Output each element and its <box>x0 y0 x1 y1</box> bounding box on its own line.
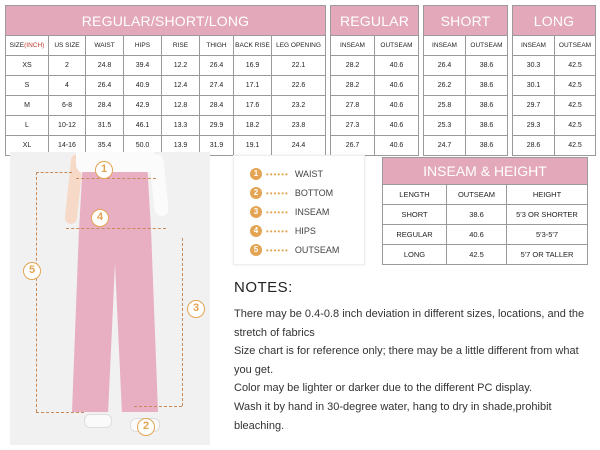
table-cell: 38.6 <box>447 205 507 225</box>
note-line: Wash it by hand in 30-degree water, hang to dry in shade,prohibit bleaching. <box>234 400 552 432</box>
legend-dots: •••••• <box>266 169 289 179</box>
table-cell: XL <box>6 136 49 156</box>
table-cell: 22.1 <box>272 56 326 76</box>
col-rise: RISE <box>162 36 200 56</box>
legend-dots: •••••• <box>266 245 289 255</box>
table-cell: 42.5 <box>555 116 596 136</box>
note-line: Size chart is for reference only; there may be a little different from what you get. <box>234 345 579 376</box>
marker-4: 4 <box>91 209 109 227</box>
legend-item-waist <box>250 166 323 182</box>
table-cell: 31.9 <box>200 136 234 156</box>
legend-label: BOTTOM <box>294 188 334 198</box>
table-row <box>6 116 596 136</box>
table-cell: 27.8 <box>331 96 375 116</box>
marker-1: 1 <box>95 161 113 179</box>
table-cell: 38.6 <box>466 116 508 136</box>
inseam-height-title: INSEAM & HEIGHT <box>383 158 588 185</box>
table-cell: 26.4 <box>424 56 466 76</box>
table-cell: 38.6 <box>466 96 508 116</box>
col-us-size: US SIZE <box>49 36 86 56</box>
legend-label: HIPS <box>294 226 316 236</box>
table-cell: 24.7 <box>424 136 466 156</box>
table-cell: 5'3 OR SHORTER <box>507 205 588 225</box>
bottom-measure-line <box>134 406 182 407</box>
legend-number: 5 <box>250 244 262 256</box>
table-row <box>383 245 588 265</box>
pants-image <box>72 172 158 412</box>
col-regular-outseam: OUTSEAM <box>375 36 419 56</box>
table-cell: REGULAR <box>383 225 447 245</box>
notes-title: NOTES: <box>234 279 293 296</box>
table-cell: 29.3 <box>513 116 555 136</box>
col-long-outseam: OUTSEAM <box>555 36 596 56</box>
table-cell: 12.8 <box>162 96 200 116</box>
table-cell: 42.5 <box>555 76 596 96</box>
table-cell: 27.3 <box>331 116 375 136</box>
table-cell: 26.2 <box>424 76 466 96</box>
table-cell: 50.0 <box>124 136 162 156</box>
table-cell: 28.2 <box>331 76 375 96</box>
col-short-outseam: OUTSEAM <box>466 36 508 56</box>
table-cell: 26.7 <box>331 136 375 156</box>
legend-item-outseam <box>250 242 339 258</box>
legend-number: 1 <box>250 168 262 180</box>
table-cell: 17.1 <box>234 76 272 96</box>
table-cell: S <box>6 76 49 96</box>
table-cell: 13.3 <box>162 116 200 136</box>
table-cell: 28.4 <box>86 96 124 116</box>
col-height: HEIGHT <box>507 185 588 205</box>
table-cell: 30.1 <box>513 76 555 96</box>
size-chart-rows <box>6 56 596 156</box>
table-row <box>383 225 588 245</box>
col-back-rise: BACK RISE <box>234 36 272 56</box>
table-cell: 12.2 <box>162 56 200 76</box>
waist-measure-line <box>76 178 156 179</box>
table-cell: 26.4 <box>200 56 234 76</box>
outseam-measure-line <box>36 172 37 412</box>
table-cell: 39.4 <box>124 56 162 76</box>
table-cell: 14-16 <box>49 136 86 156</box>
table-cell: 38.6 <box>466 76 508 96</box>
legend-dots: •••••• <box>266 207 289 217</box>
col-thigh: THIGH <box>200 36 234 56</box>
table-cell: 40.6 <box>375 96 419 116</box>
table-cell: 5'3-5'7 <box>507 225 588 245</box>
table-cell: 26.4 <box>86 76 124 96</box>
inseam-measure-line <box>182 238 183 406</box>
table-cell: 40.6 <box>375 56 419 76</box>
table-cell: L <box>6 116 49 136</box>
col-size: SIZE(INCH) <box>6 36 49 56</box>
col-short-inseam: INSEAM <box>424 36 466 56</box>
size-chart-table <box>5 5 596 156</box>
marker-5: 5 <box>23 262 41 280</box>
table-cell: 28.6 <box>513 136 555 156</box>
table-cell: 40.6 <box>375 76 419 96</box>
legend-label: WAIST <box>294 169 323 179</box>
col-leg-opening: LEG OPENING <box>272 36 326 56</box>
legend-dots: •••••• <box>266 188 289 198</box>
legend-item-bottom <box>250 185 333 201</box>
note-line: There may be 0.4-0.8 inch deviation in different sizes, locations, and the stretch of fabrics <box>234 308 585 339</box>
table-cell: 23.8 <box>272 116 326 136</box>
legend-item-inseam <box>250 204 329 220</box>
legend-dots: •••••• <box>266 226 289 236</box>
legend-item-hips <box>250 223 316 239</box>
table-cell: 10-12 <box>49 116 86 136</box>
table-cell: 13.9 <box>162 136 200 156</box>
table-cell: 42.9 <box>124 96 162 116</box>
table-cell: 35.4 <box>86 136 124 156</box>
measurement-legend <box>233 155 365 265</box>
table-cell: 40.6 <box>447 225 507 245</box>
table-cell: 38.6 <box>466 56 508 76</box>
legend-label: INSEAM <box>294 207 330 217</box>
table-cell: 27.4 <box>200 76 234 96</box>
table-cell: 24.8 <box>86 56 124 76</box>
marker-3: 3 <box>187 300 205 318</box>
table-cell: 29.7 <box>513 96 555 116</box>
inseam-height-rows <box>383 205 588 265</box>
legend-number: 4 <box>250 225 262 237</box>
model-photo <box>10 152 210 445</box>
table-cell: M <box>6 96 49 116</box>
table-row <box>383 205 588 225</box>
table-cell: 40.6 <box>375 116 419 136</box>
table-cell: 25.3 <box>424 116 466 136</box>
table-cell: SHORT <box>383 205 447 225</box>
col-long-inseam: INSEAM <box>513 36 555 56</box>
model-top <box>76 152 154 174</box>
table-cell: 24.4 <box>272 136 326 156</box>
table-row <box>6 76 596 96</box>
table-cell: 38.6 <box>466 136 508 156</box>
header-regular-short-long: REGULAR/SHORT/LONG <box>6 6 326 36</box>
table-cell: 30.3 <box>513 56 555 76</box>
legend-number: 3 <box>250 206 262 218</box>
col-regular-inseam: INSEAM <box>331 36 375 56</box>
table-cell: 12.4 <box>162 76 200 96</box>
table-cell: 19.1 <box>234 136 272 156</box>
outseam-measure-line <box>36 412 84 413</box>
table-cell: 22.6 <box>272 76 326 96</box>
table-cell: LONG <box>383 245 447 265</box>
marker-2: 2 <box>137 418 155 436</box>
inseam-height-table <box>382 157 588 265</box>
legend-label: OUTSEAM <box>294 245 340 255</box>
model-shoe <box>84 414 112 428</box>
table-cell: 6-8 <box>49 96 86 116</box>
table-row <box>6 56 596 76</box>
table-cell: 42.5 <box>555 136 596 156</box>
table-cell: 18.2 <box>234 116 272 136</box>
col-hips: HIPS <box>124 36 162 56</box>
table-cell: 23.2 <box>272 96 326 116</box>
table-cell: 42.5 <box>555 96 596 116</box>
table-cell: 28.4 <box>200 96 234 116</box>
table-cell: 40.9 <box>124 76 162 96</box>
table-cell: 4 <box>49 76 86 96</box>
header-short: SHORT <box>424 6 508 36</box>
col-length: LENGTH <box>383 185 447 205</box>
table-cell: 25.8 <box>424 96 466 116</box>
table-cell: 2 <box>49 56 86 76</box>
col-outseam: OUTSEAM <box>447 185 507 205</box>
hips-measure-line <box>66 228 166 229</box>
table-row <box>6 96 596 116</box>
table-cell: 5'7 OR TALLER <box>507 245 588 265</box>
header-regular: REGULAR <box>331 6 419 36</box>
header-long: LONG <box>513 6 596 36</box>
table-cell: 16.9 <box>234 56 272 76</box>
legend-number: 2 <box>250 187 262 199</box>
table-cell: 46.1 <box>124 116 162 136</box>
table-cell: 31.5 <box>86 116 124 136</box>
table-cell: 28.2 <box>331 56 375 76</box>
table-cell: 42.5 <box>555 56 596 76</box>
size-unit: (INCH) <box>24 42 45 49</box>
table-cell: 42.5 <box>447 245 507 265</box>
note-line: Color may be lighter or darker due to the different PC display. <box>234 382 532 395</box>
table-cell: 29.9 <box>200 116 234 136</box>
table-cell: 40.6 <box>375 136 419 156</box>
outseam-measure-line <box>36 172 72 173</box>
notes-list <box>234 305 594 435</box>
col-waist: WAIST <box>86 36 124 56</box>
table-cell: XS <box>6 56 49 76</box>
table-cell: 17.6 <box>234 96 272 116</box>
